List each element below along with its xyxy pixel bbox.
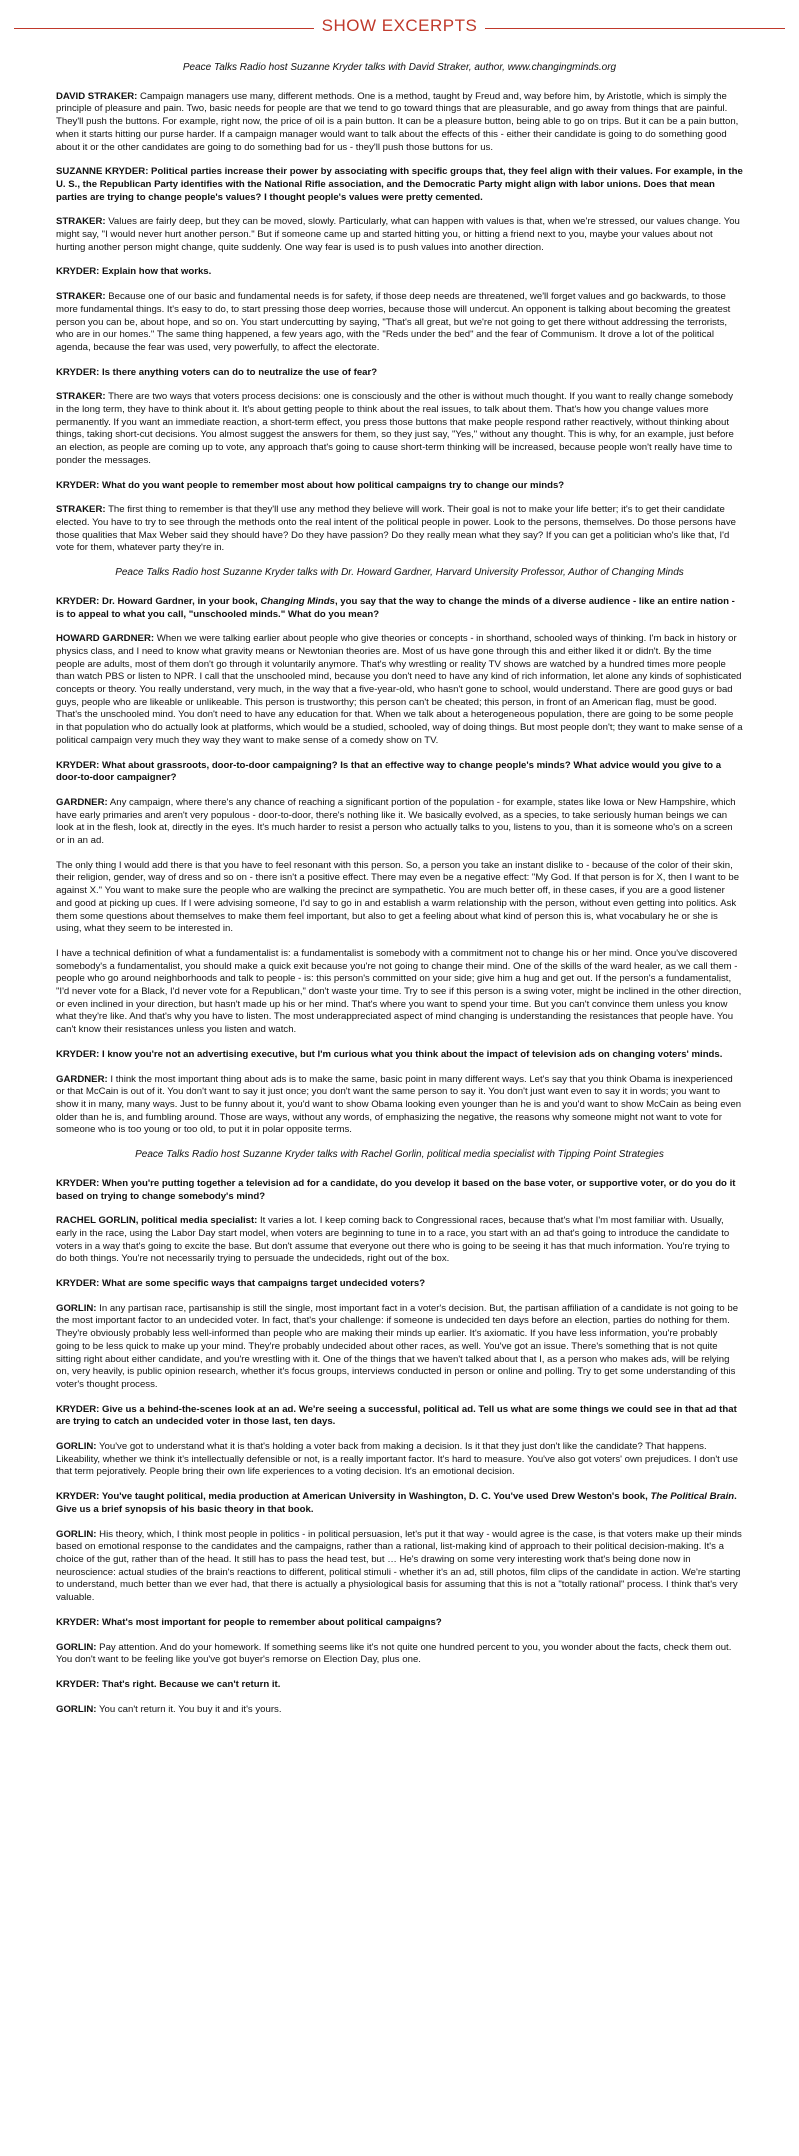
page-title: SHOW EXCERPTS — [321, 16, 478, 35]
answer-text: Campaign managers use many, different methods. One is a method, taught by Freud and, way before him, by Aristotle, which is simply the principle of pleasure and pain. Two, basic needs for people are that we tend to go toward things that are pleasurable, and go away from things that are painful. They'll push the buttons. For example, right now, the price of oil is a pain button. It can be a pleasure button, being able to go on trips. But it can be a pain button, when it starts hitting our purse harder. If a campaign manager would want to talk about the effects of this - either their candidate is going to do something good about it or the other candidates are going to do something bad for us - they'll push those buttons for us. — [56, 90, 739, 153]
speaker-name: STRAKER: — [56, 291, 106, 303]
interview-question: SUZANNE KRYDER: Political parties increase their power by associating with specific groups that, they feel align with their values. For example, in the U. S., the Republican Party identifies with the National Rifle association, and the Democratic Party might align with labor unions. Does that mean parties are trying to change people's values? I thought people's values were pretty cemented. — [56, 166, 743, 203]
interview-question: KRYDER: What about grassroots, door-to-door campaigning? Is that an effective way to change people's minds? What advice would you give to a door-to-door campaigner? — [56, 759, 722, 784]
interview-intro: Peace Talks Radio host Suzanne Kryder talks with David Straker, author, www.changingminds.org — [182, 62, 617, 73]
speaker-name: GARDNER: — [56, 796, 108, 808]
interview-answer — [56, 1704, 743, 1717]
interview-answer — [56, 1215, 743, 1266]
speaker-name: HOWARD GARDNER: — [56, 633, 155, 645]
question-text: KRYDER: Dr. Howard Gardner, in your book, — [56, 595, 261, 607]
interview-answer — [56, 1074, 743, 1138]
interview-intro: Peace Talks Radio host Suzanne Kryder talks with Rachel Gorlin, political media specialist with Tipping Point Strategies — [135, 1149, 664, 1161]
question-text: KRYDER: You've taught political, media production at American University in Washington, D. C. You've used Drew Weston's book, — [56, 1491, 651, 1503]
interview-paragraph: I have a technical definition of what a fundamentalist is: a fundamentalist is somebody with a commitment not to change his or her mind. Once you've discovered somebody's a fundamentalist, you should make a quick exit because you're not going to change their mind. One of the skills of the ward healer, as we call them - people who go around neighborhoods and talk to people - is: this person's committed on your side; give him a hug and get out. If the person's a fundamentalist, "I'd never vote for a Black, I'd never vote for a Republican," don't waste your time. Try to see if this person is a swing voter, might be inclined in the other direction, or even inclined in your direction, but hasn't made up his or her mind. That's where you want to spend your time. But you can't convince them unless you know what they're like. And that's why you have to listen. The most underappreciated aspect of mind changing is understanding the resistances that people have. You can't know their resistances unless you listen and watch. — [56, 947, 742, 1036]
interview-paragraph: The only thing I would add there is that you have to feel resonant with this person. So, a person you take an instant dislike to - because of the color of their skin, their religion, gender, way of dress and so on - there isn't a positive effect. There may even be a negative effect: "My God. If that person is for X, then I want to be against X." You want to make sure the people who are walking the precinct are sympathetic. You are much better off, in these cases, if you are a good listener and good at picking up cues. If I were advising someone, I'd say to go in and establish a warm relationship with the person, without even getting into politics. Ask them some questions about themselves to make them feel important, but also to get a feeling about what kind of person this is, what vocabulary he or she is using, what they seem to be interested in. — [56, 859, 740, 935]
speaker-name: GORLIN: — [56, 1641, 97, 1653]
answer-text: You can't return it. You buy it and it's yours. — [96, 1703, 282, 1715]
speaker-name: GORLIN: — [56, 1528, 97, 1540]
interview-question: KRYDER: Give us a behind-the-scenes look at an ad. We're seeing a successful, political ad. Tell us what are some things we could see in that ad that are trying to catch an undecided voter in those last, ten days. — [56, 1403, 737, 1428]
interview-question: KRYDER: Explain how that works. — [56, 266, 212, 278]
speaker-name: DAVID STRAKER: — [56, 90, 138, 102]
interview-answer — [56, 216, 743, 254]
book-title: The Political Brain — [650, 1491, 735, 1503]
answer-text: Because one of our basic and fundamental needs is for safety, if those deep needs are threatened, we'll forget values and go backwards, to those more fundamental things. It's easy to do, to start pressing those deep worries, because those will undercut. An opponent is talking about becoming the greatest person you can be, about hope, and so on. You start undercutting by saying, "That's all great, but we're not going to get there without addressing the terrorists, who are in our homes." The same thing happened, a few years ago, with the "Reds under the bed" and the fear of Communism. It drove a lot of the political agenda, because the fear was used, very powerfully, to affect the electorate. — [56, 291, 731, 353]
interview-answer — [56, 291, 743, 355]
excerpt-content — [0, 34, 799, 1716]
answer-text: There are two ways that voters process decisions: one is consciously and the other is without much thought. If you want to really change somebody in the long term, they have to think about it. It's about getting people to think about the real issues, to talk about them. That's how you change values more permanently. If you want an immediate reaction, a short-term effect, you press those buttons that make people respond rather reactively, without thinking about things, taking short-cut decisions. You almost suggest the answers for them, so they just say, "Yes," without any thought. This is why, for an example, just before an election, as people are coming up to vote, any approach that's going to cause short-term thinking will be increased, because people won't really have time to ponder the messages. — [56, 391, 734, 466]
answer-text: When we were talking earlier about people who give theories or concepts - in shorthand, schooled ways of thinking. I'm back in history or physics class, and I need to know what gravity means or Newtonian theories are. Most of us have gone through this and either liked it or didn't. By the time people are adults, most of them don't go through it voluntarily anymore. That's why wrestling or reality TV shows are watched by a hundred times more people than watch PBS or listen to NPR. I call that the unschooled mind, because you don't need to have any kind of rich information, let alone any kinds of sophisticated concepts or theory. You really understand, very much, in the way that a five-year-old, who hasn't gone to school, would understand. There are good guys or bad guys, people who are likeable or unlikeable. This person is trustworthy; this person can't be cheated; this person, in front of an American flag, must be good. That's the unschooled mind. You don't need to have any education for that. When we talk about a heterogeneous population, there are going to be some people in that population who do actually look at platforms, which would be a studied, schooled, way of doing things. But most people don't; they want to make sense of a political campaign very much they way they want to make sense of a comedy show on TV. — [56, 633, 743, 746]
interview-question — [56, 1491, 743, 1516]
interview-question: KRYDER: I know you're not an advertising executive, but I'm curious what you think about the impact of television ads on changing voters' minds. — [56, 1048, 723, 1060]
interview-answer — [56, 91, 743, 155]
answer-text: I think the most important thing about ads is to make the same, basic point in many different ways. Let's say that you think Obama is inexperienced or that McCain is out of it. You don't want to say it just once; you don't want the same person to say it. You don't just want even to say it in words; you want to show it in many, many ways. Just to be funny about it, you'd want to show Obama looking even younger than he is and you'd want to show McCain as being even older than he is, and fumbling around. Those are ways, without any words, of emphasizing the negative, the reasons why someone might not want to vote for someone who is too young or too old, to put it in polar opposite terms. — [56, 1073, 742, 1136]
speaker-name: RACHEL GORLIN, political media specialist: — [56, 1215, 258, 1227]
answer-text: Pay attention. And do your homework. If something seems like it's not quite one hundred percent to you, you wonder about the facts, check them out. You don't want to be feeling like you've got buyer's remorse on Election Day, plus one. — [56, 1641, 732, 1666]
interview-question — [56, 596, 743, 621]
answer-text: The first thing to remember is that they'll use any method they believe will work. Their goal is not to make your life better; it's to get their candidate elected. You have to try to see through the methods onto the real intent of the political people in power. Look to the persons, themselves. Do those persons have those qualities that Max Weber said they should have? Do they have passion? Do they really mean what they say? If you can get a politician who's like that, I'd vote for them, whatever party they're in. — [56, 504, 736, 554]
interview-question: KRYDER: Is there anything voters can do to neutralize the use of fear? — [56, 366, 378, 378]
interview-answer — [56, 633, 743, 747]
interview-question: KRYDER: When you're putting together a television ad for a candidate, do you develop it based on the base voter, or supportive voter, or do you do it based on trying to change somebody's mind? — [56, 1177, 736, 1202]
answer-text: In any partisan race, partisanship is still the single, most important fact in a voter's decision. But, the partisan affiliation of a candidate is not going to be the most important factor to an undecided voter. In fact, that's your challenge: if someone is undecided ten days before an election, parties do nothing for them. They're obviously probably less well-informed than people who are making their minds up earlier. It's axiomatic. If you have less information, you're probably going to be less quick to make up your mind. They're probably undecided about other races, as well. You've got an issue. There's something that is not quite sitting right about either candidate, and you're wrestling with it. One of the things that we haven't talked about that I, as a person who makes ads, will be relying on, very heavily, is public opinion research, whether it's focus groups, interviews conducted in person or online and polling. Try to get some understanding of this voter's thought process. — [56, 1302, 739, 1390]
interview-answer — [56, 1529, 743, 1605]
interview-answer — [56, 1303, 743, 1392]
question-text: . Give us a brief synopsis of his basic theory in that book. — [56, 1491, 737, 1515]
interview-answer — [56, 391, 743, 467]
answer-text: You've got to understand what it is that's holding a voter back from making a decision. Is it that they just don't like the candidate? That happens. Likeability, whether we think it's intellectually defensible or not, is a really important factor. It's hard to measure. You've also got voters' own prejudices. I don't use that term pejoratively. People bring their own life experiences to a voting decision. It's an emotional decision. — [56, 1441, 738, 1478]
speaker-name: GORLIN: — [56, 1441, 97, 1453]
interview-answer — [56, 797, 743, 848]
speaker-name: STRAKER: — [56, 216, 106, 228]
page-header — [0, 0, 799, 34]
speaker-name: STRAKER: — [56, 391, 106, 403]
interview-answer — [56, 1441, 743, 1479]
interview-answer — [56, 504, 743, 555]
interview-intro: Peace Talks Radio host Suzanne Kryder talks with Dr. Howard Gardner, Harvard University Professor, Author of Changing Minds — [115, 567, 684, 579]
interview-question: KRYDER: What do you want people to remember most about how political campaigns try to change our minds? — [56, 479, 565, 491]
speaker-name: GORLIN: — [56, 1703, 97, 1715]
interview-question: KRYDER: That's right. Because we can't return it. — [56, 1678, 281, 1690]
speaker-name: GORLIN: — [56, 1302, 97, 1314]
speaker-name: STRAKER: — [56, 504, 106, 516]
answer-text: Values are fairly deep, but they can be moved, slowly. Particularly, what can happen with values is that, when we're stressed, our values change. You might say, "I would never hurt another person." But if someone came up and started hitting you, or hitting a friend next to you, maybe your values about not hurting another person might change, quite suddenly. One way fear is used is to push values into another direction. — [56, 216, 740, 253]
speaker-name: GARDNER: — [56, 1073, 108, 1085]
answer-text: It varies a lot. I keep coming back to Congressional races, because that's what I'm most familiar with. Usually, early in the race, using the Labor Day start model, when voters are beginning to tune in to a race, you start with an ad that's going to introduce the candidate to voters in a way that's going to excite the base. But don't assume that everyone out there who is going to be seeing it has that much information. You're trying to do both things. You're not necessarily trying to persuade the undecideds, right out of the box. — [56, 1215, 730, 1265]
interview-question: KRYDER: What are some specific ways that campaigns target undecided voters? — [56, 1278, 426, 1290]
interview-question: KRYDER: What's most important for people to remember about political campaigns? — [56, 1616, 442, 1628]
question-text: , you say that the way to change the minds of a diverse audience - like an entire nation - is to appeal to what you call, "unschooled minds." What do you mean? — [56, 595, 735, 620]
answer-text: Any campaign, where there's any chance of reaching a significant portion of the population - for example, states like Iowa or New Hampshire, which have early primaries and aren't very populous - door-to-door, there's nothing like it. We basically evolved, as a species, to take seriously human beings we can look at in the flesh, look at, directly in the eyes. It's much harder to resist a person who actually talks to you, listens to you, than it is someone who's on a screen or in an ad. — [56, 796, 736, 847]
interview-answer — [56, 1642, 743, 1667]
header-rule-right — [485, 28, 785, 29]
answer-text: His theory, which, I think most people in politics - in political persuasion, let's put it that way - would agree is the case, is that voters make up their minds based on emotional response to the candidates and the campaigns, rather than a rational, list-making kind of approach to their political decision-making. It's a choice of the gut, rather than of the head. It still has to pass the head test, but … He's drawing on some very interesting work that's being done now in neuroscience: actual studies of the brain's reactions to different, political stimuli - whether it's an ad, still photos, film clips of the candidate in action. We're starting to understand, much better than we ever had, that there is actually a physiological basis for assuming that this is not a "totally rational" process. I think that's very valuable. — [56, 1528, 742, 1604]
book-title: Changing Minds — [260, 595, 335, 607]
